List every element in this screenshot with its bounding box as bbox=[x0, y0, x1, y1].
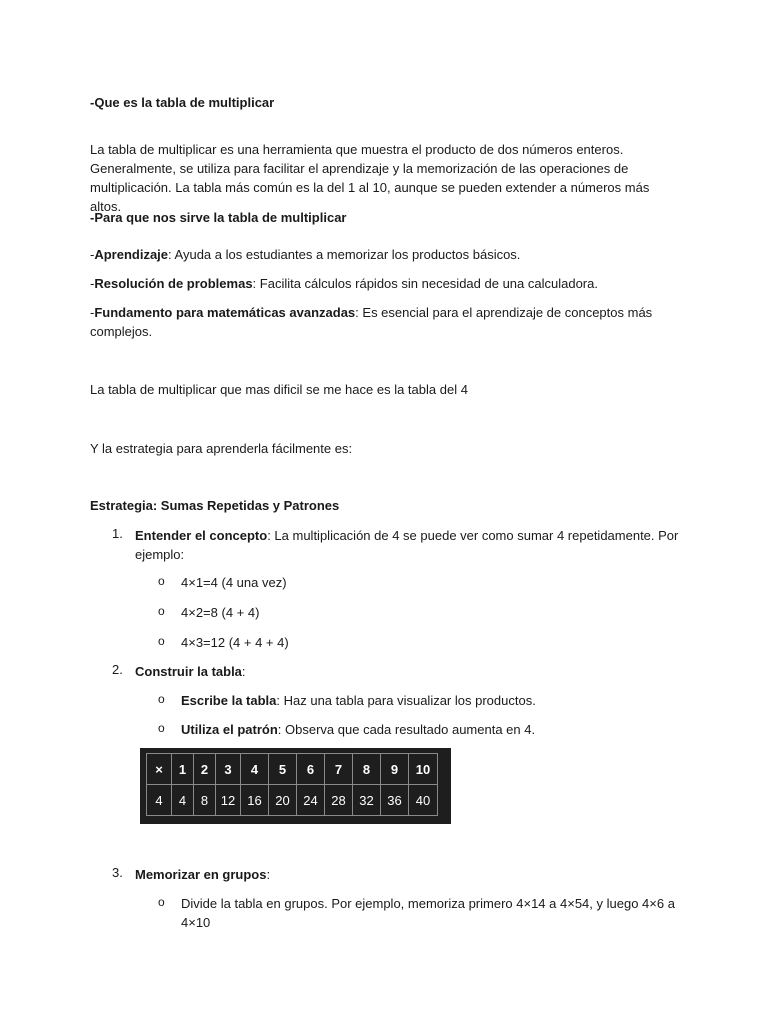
example-item: 4×3=12 (4 + 4 + 4) bbox=[181, 635, 289, 650]
table-cell: 20 bbox=[269, 785, 297, 816]
multiplication-table-image bbox=[140, 748, 451, 824]
table-cell: 4 bbox=[147, 785, 172, 816]
bullet-icon: o bbox=[158, 692, 165, 706]
step-number: 1. bbox=[112, 526, 123, 541]
table-header-cell: 2 bbox=[194, 754, 216, 785]
bullet-icon: o bbox=[158, 604, 165, 618]
intro-paragraph: La tabla de multiplicar es una herramienta que muestra el producto de dos números enteros. Generalmente, se utiliza para facilitar el aprendizaje y la memorización de las operaciones de multiplicación. La tabla más común es la del 1 al 10, aunque se pueden extender a números más altos. bbox=[90, 142, 650, 214]
example-item: 4×1=4 (4 una vez) bbox=[181, 575, 287, 590]
table-cell: 24 bbox=[297, 785, 325, 816]
step-number: 3. bbox=[112, 865, 123, 880]
sub-item-divide-groups: Divide la tabla en grupos. Por ejemplo, memoriza primero 4×14 a 4×54, y luego 4×6 a 4×10 bbox=[181, 896, 675, 930]
table-header-cell: 6 bbox=[297, 754, 325, 785]
step-number: 2. bbox=[112, 662, 123, 677]
example-item: 4×2=8 (4 + 4) bbox=[181, 605, 260, 620]
strategy-heading: Estrategia: Sumas Repetidas y Patrones bbox=[90, 498, 340, 513]
bullet-icon: o bbox=[158, 634, 165, 648]
heading-what-is: -Que es la tabla de multiplicar bbox=[90, 95, 275, 110]
use-item-advanced-math: -Fundamento para matemáticas avanzadas: Es esencial para el aprendizaje de conceptos más complejos. bbox=[90, 305, 653, 339]
table-header-cell: 5 bbox=[269, 754, 297, 785]
table-header-cell: 4 bbox=[241, 754, 269, 785]
step-memorize-groups: Memorizar en grupos: bbox=[135, 867, 271, 882]
table-header-cell: 8 bbox=[353, 754, 381, 785]
table-cell: 28 bbox=[325, 785, 353, 816]
strategy-intro: Y la estrategia para aprenderla fácilmente es: bbox=[90, 441, 353, 456]
step-understand-concept: Entender el concepto: La multiplicación de 4 se puede ver como sumar 4 repetidamente. Por ejemplo: bbox=[135, 528, 679, 562]
table-cell: 36 bbox=[381, 785, 409, 816]
table-cell: 12 bbox=[216, 785, 241, 816]
difficult-table-text: La tabla de multiplicar que mas dificil se me hace es la tabla del 4 bbox=[90, 382, 468, 397]
heading-uses: -Para que nos sirve la tabla de multiplicar bbox=[90, 210, 347, 225]
table-cell: 8 bbox=[194, 785, 216, 816]
sub-item-write-table: Escribe la tabla: Haz una tabla para visualizar los productos. bbox=[181, 693, 536, 708]
table-header-row bbox=[147, 754, 438, 785]
use-item-problem-solving: -Resolución de problemas: Facilita cálculos rápidos sin necesidad de una calculadora. bbox=[90, 276, 598, 291]
bullet-icon: o bbox=[158, 895, 165, 909]
multiplication-table bbox=[146, 753, 438, 816]
table-cell: 4 bbox=[172, 785, 194, 816]
table-header-cell: 9 bbox=[381, 754, 409, 785]
bullet-icon: o bbox=[158, 574, 165, 588]
bullet-icon: o bbox=[158, 721, 165, 735]
table-cell: 16 bbox=[241, 785, 269, 816]
table-cell: 40 bbox=[409, 785, 438, 816]
table-header-cell: 1 bbox=[172, 754, 194, 785]
table-header-cell: 3 bbox=[216, 754, 241, 785]
table-header-cell: × bbox=[147, 754, 172, 785]
sub-item-use-pattern: Utiliza el patrón: Observa que cada resultado aumenta en 4. bbox=[181, 722, 536, 737]
table-row bbox=[147, 785, 438, 816]
step-build-table: Construir la tabla: bbox=[135, 664, 246, 679]
table-header-cell: 7 bbox=[325, 754, 353, 785]
table-header-cell: 10 bbox=[409, 754, 438, 785]
table-cell: 32 bbox=[353, 785, 381, 816]
use-item-learning: -Aprendizaje: Ayuda a los estudiantes a memorizar los productos básicos. bbox=[90, 247, 521, 262]
